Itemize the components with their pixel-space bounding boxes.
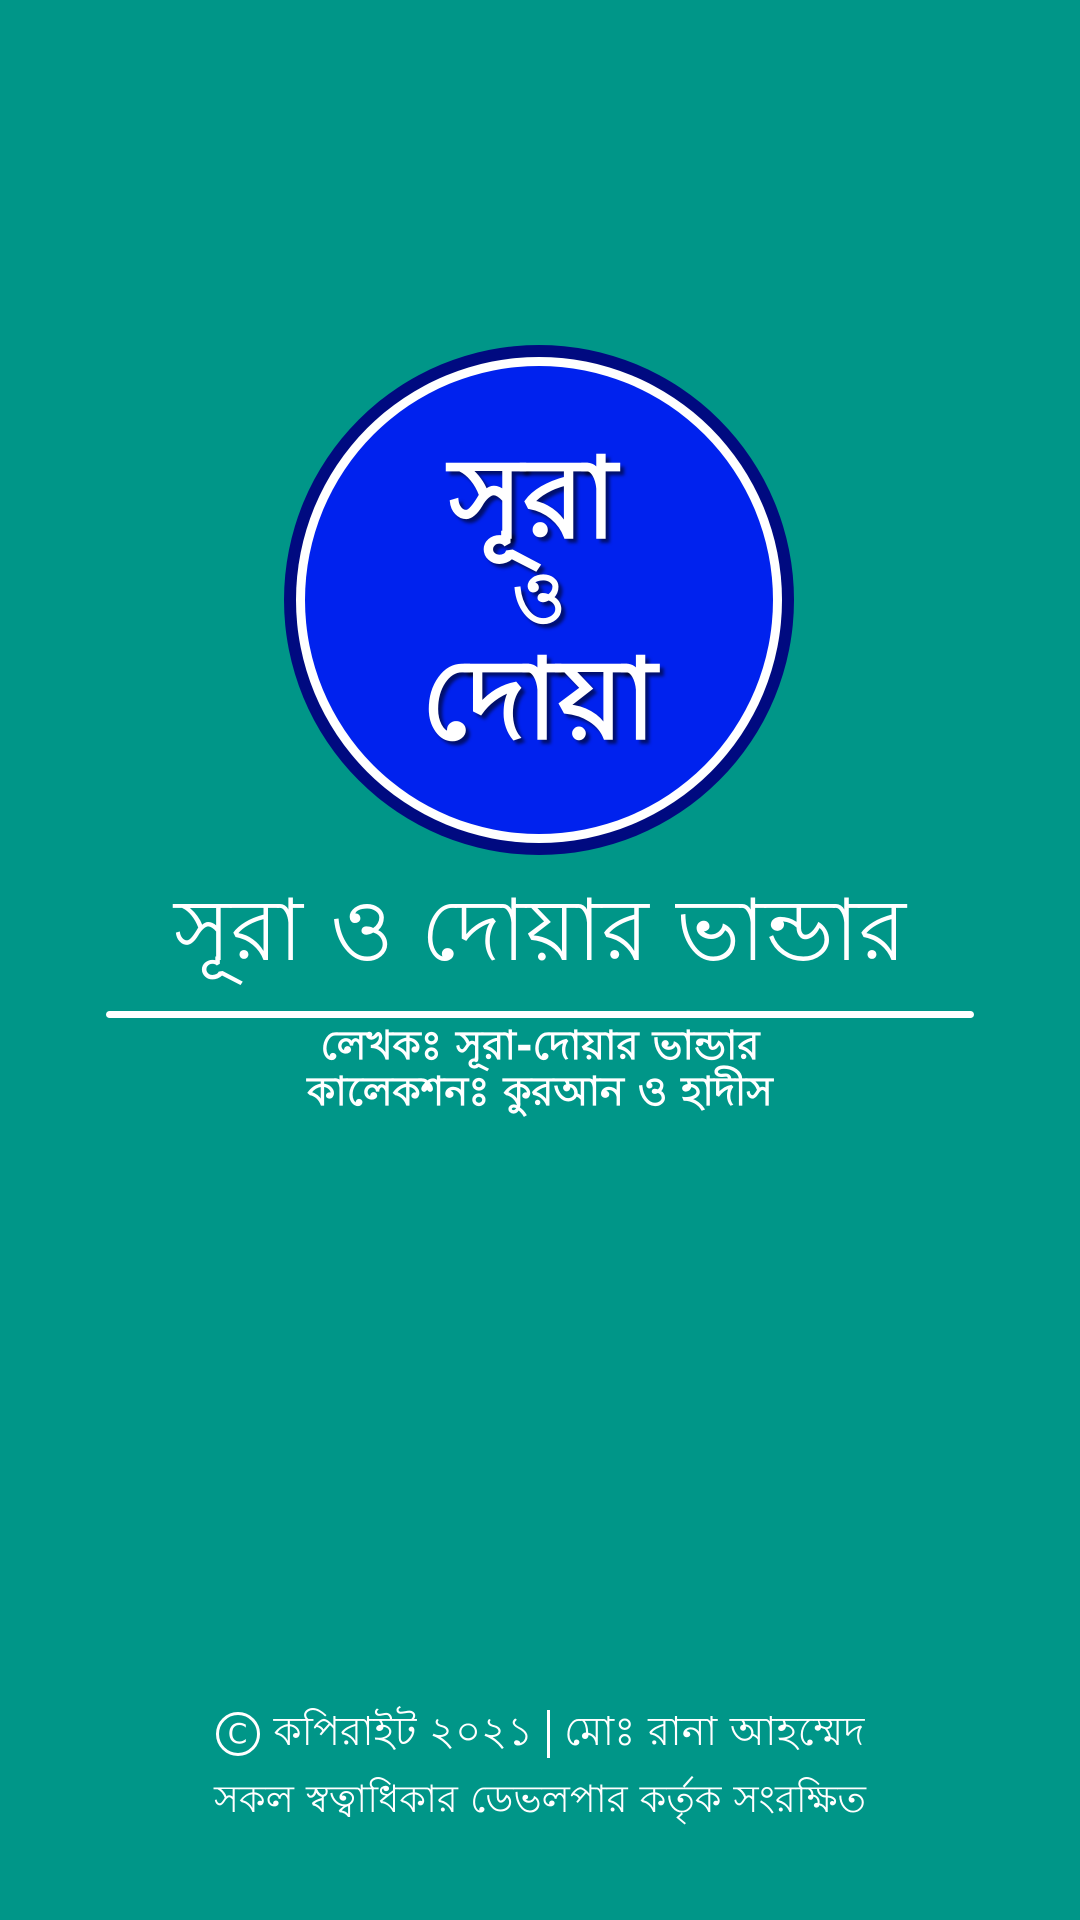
developer-name: মোঃ রানা আহম্মেদ xyxy=(564,1709,865,1755)
title-divider xyxy=(106,1011,974,1018)
app-title: সূরা ও দোয়ার ভান্ডার xyxy=(173,881,907,981)
author-line: লেখকঃ সূরা-দোয়ার ভান্ডার xyxy=(320,1023,760,1069)
footer-copyright xyxy=(0,1700,1080,1767)
logo-text-line-2: ও xyxy=(512,555,566,640)
footer-separator xyxy=(547,1710,550,1758)
logo-ring xyxy=(296,357,782,843)
logo-text-line-3: দোয়া xyxy=(421,634,657,765)
copyright-text: কপিরাইট ২০২১ xyxy=(273,1709,534,1755)
footer-rights: সকল স্বত্বাধিকার ডেভলপার কর্তৃক সংরক্ষিত xyxy=(213,1777,867,1821)
app-logo xyxy=(284,345,794,855)
logo-text-line-1: সূরা xyxy=(448,433,618,564)
collection-line: কালেকশনঃ কুরআন ও হাদীস xyxy=(307,1069,773,1115)
logo-circle xyxy=(305,366,773,834)
copyright-icon: C xyxy=(216,1712,260,1756)
